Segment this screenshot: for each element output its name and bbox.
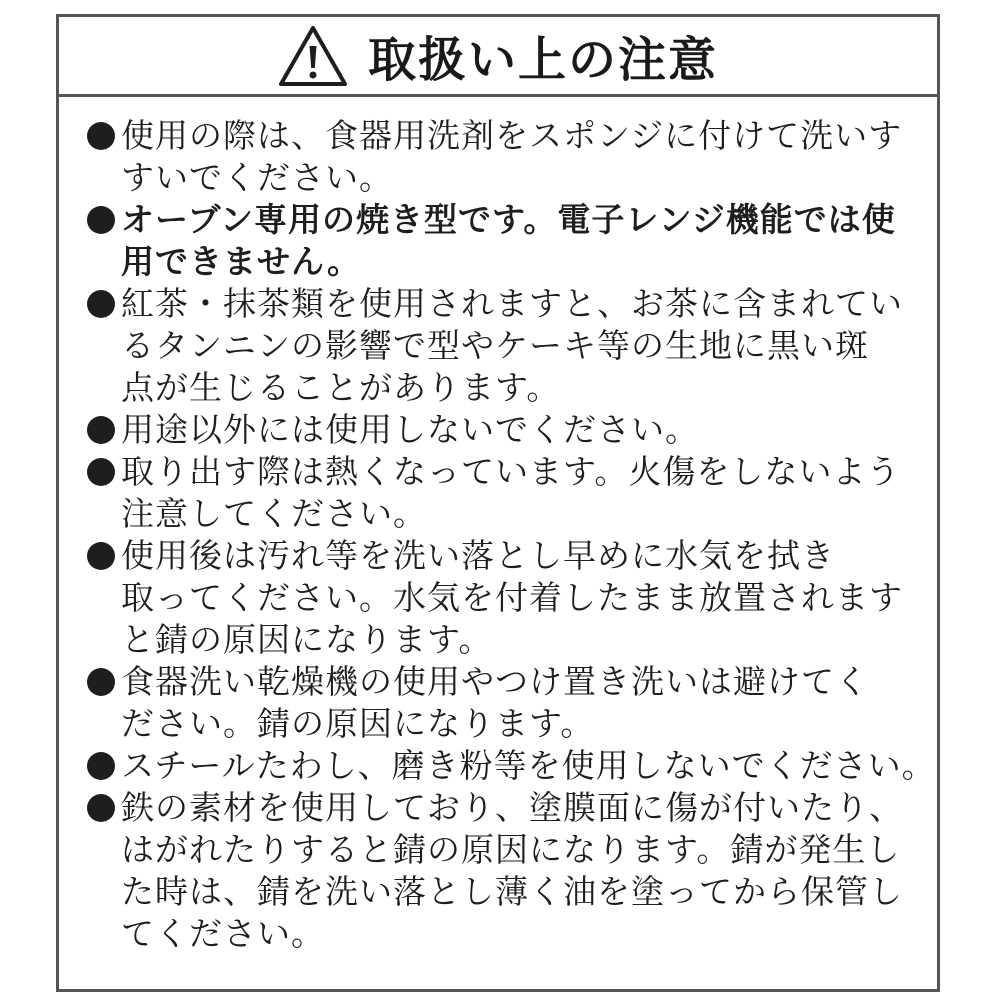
bullet-icon: [81, 115, 121, 157]
caution-text: [121, 283, 903, 409]
bullet-icon: [81, 745, 121, 787]
caution-text-line: た時は、錆を洗い落とし薄く油を塗ってから保管し: [121, 872, 903, 911]
bullet-icon: [81, 787, 121, 829]
caution-text: [121, 115, 902, 199]
caution-text-line: るタンニンの影響で型やケーキ等の生地に黒い斑: [121, 326, 869, 365]
caution-text-line: 用途以外には使用しないでください。: [121, 410, 699, 449]
caution-item: [59, 661, 937, 745]
warning-triangle-icon: [278, 24, 348, 88]
caution-text-line: すいでください。: [121, 158, 393, 197]
caution-text: [121, 535, 903, 661]
caution-item: [59, 787, 937, 955]
bullet-icon: [81, 409, 121, 451]
caution-item: [59, 409, 937, 451]
caution-text-line: 食器洗い乾燥機の使用やつけ置き洗いは避けてく: [121, 662, 869, 701]
caution-text-line: と錆の原因になります。: [121, 620, 493, 659]
caution-text: [121, 409, 699, 451]
caution-text: [121, 787, 903, 955]
caution-panel: [56, 14, 940, 992]
caution-item: [59, 535, 937, 661]
caution-text-line: 鉄の素材を使用しており、塗膜面に傷が付いたり、: [121, 788, 903, 827]
caution-text-line: 取り出す際は熱くなっています。火傷をしないよう: [121, 452, 901, 491]
caution-item: [59, 745, 937, 787]
bullet-icon: [81, 535, 121, 577]
bullet-icon: [81, 661, 121, 703]
bullet-icon: [81, 199, 121, 241]
caution-text-line: てください。: [121, 914, 325, 953]
caution-text-line: 用できません。: [121, 242, 361, 281]
bullet-icon: [81, 451, 121, 493]
caution-text: [121, 661, 869, 745]
caution-text-line: ださい。錆の原因になります。: [121, 704, 595, 743]
caution-text-line: 点が生じることがあります。: [121, 368, 561, 407]
caution-item: [59, 199, 937, 283]
page-title: 取扱い上の注意: [367, 32, 718, 88]
caution-item: [59, 115, 937, 199]
caution-text: [121, 451, 900, 535]
caution-text-line: オーブン専用の焼き型です。電子レンジ機能では使: [121, 200, 896, 239]
caution-text-line: はがれたりすると錆の原因になります。錆が発生し: [121, 830, 901, 869]
caution-list: [59, 115, 937, 955]
bullet-icon: [81, 283, 121, 325]
caution-text-line: 取ってください。水気を付着したまま放置されます: [121, 578, 903, 617]
caution-text-line: 注意してください。: [121, 494, 427, 533]
caution-text-line: 紅茶・抹茶類を使用されますと、お茶に含まれてい: [121, 284, 903, 323]
caution-text-line: 使用後は汚れ等を洗い落とし早めに水気を拭き: [121, 536, 835, 575]
caution-text-line: 使用の際は、食器用洗剤をスポンジに付けて洗いす: [121, 116, 903, 155]
caution-header: [59, 17, 937, 97]
caution-text: [121, 199, 896, 283]
caution-item: [59, 283, 937, 409]
caution-item: [59, 451, 937, 535]
caution-text-line: スチールたわし、磨き粉等を使用しないでください。: [121, 746, 936, 785]
caution-text: [121, 745, 936, 787]
